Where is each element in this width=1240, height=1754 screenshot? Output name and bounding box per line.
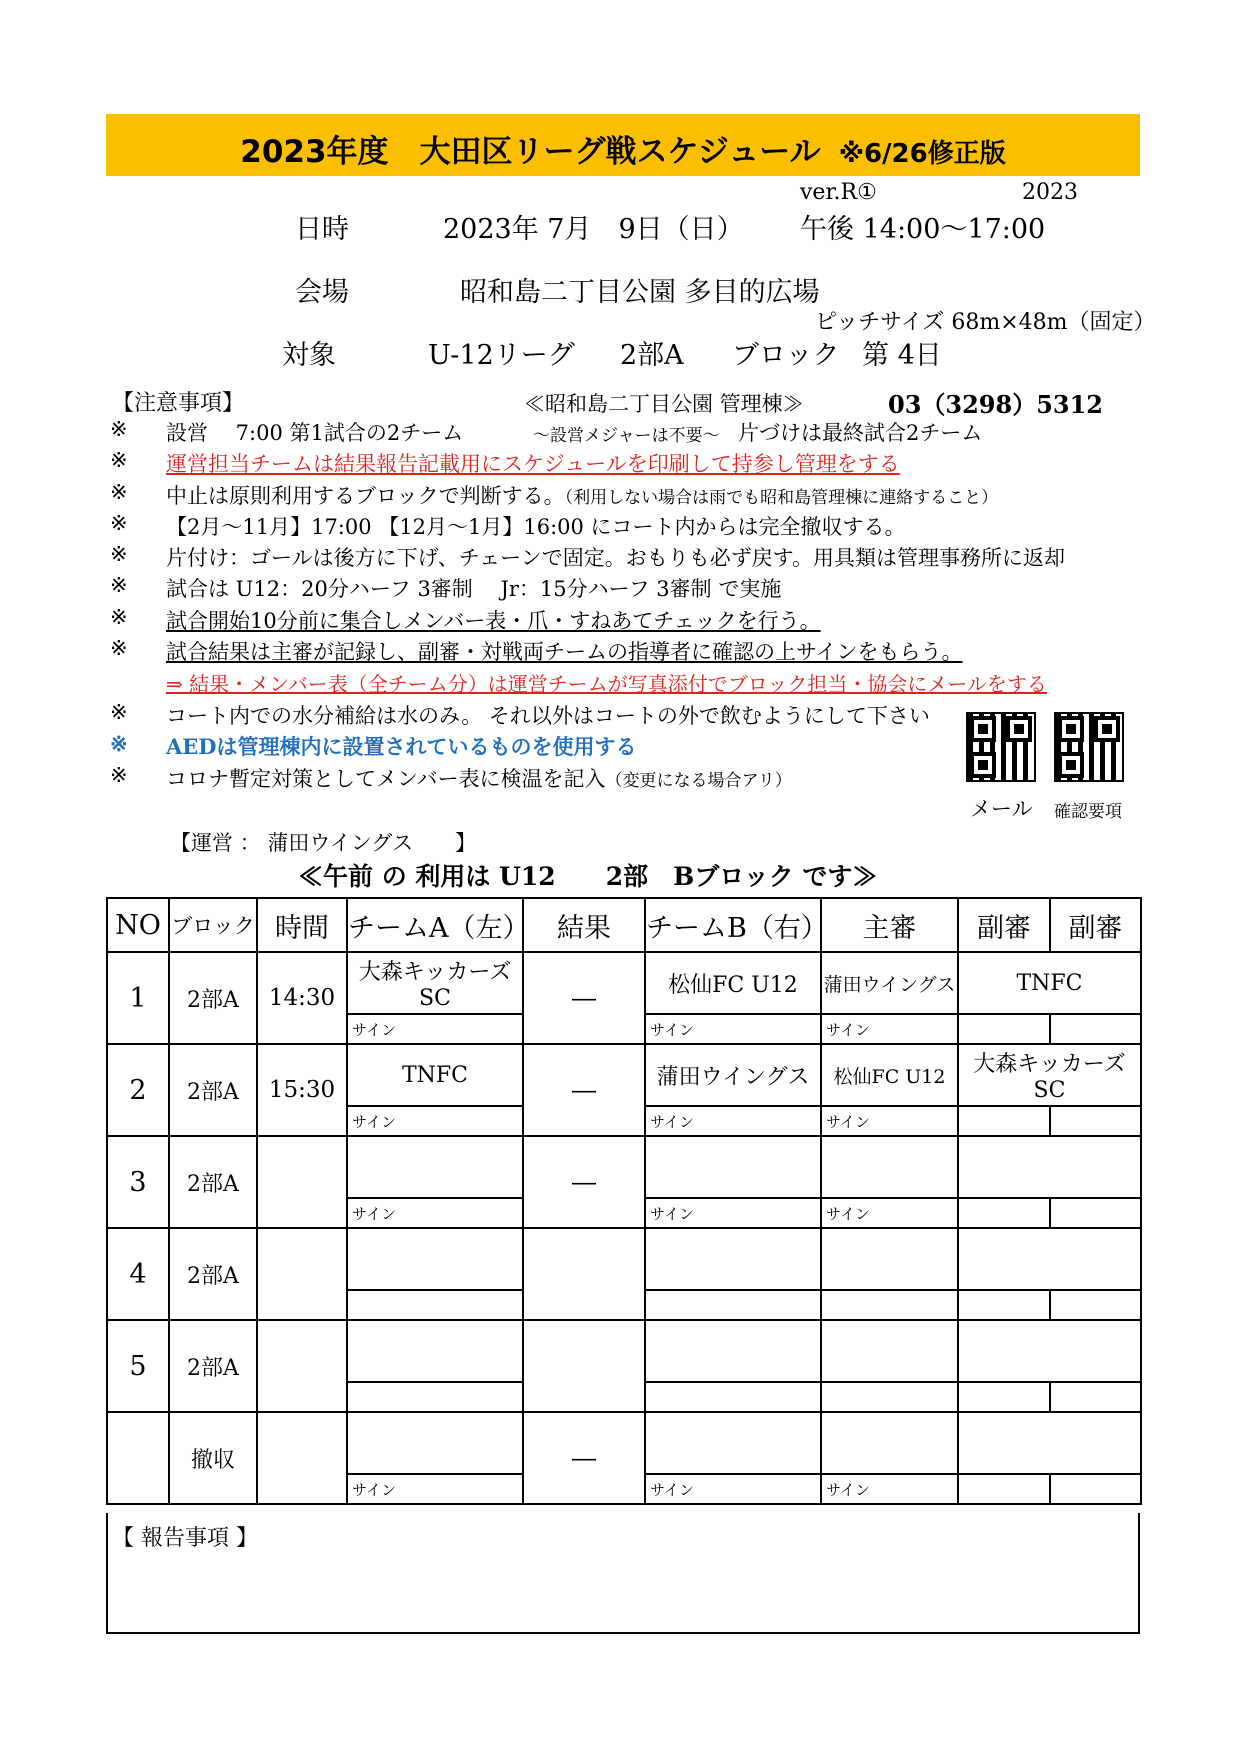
notice-setup-cleanup: 片づけは最終試合2チーム <box>738 421 983 445</box>
referee-sign-cell[interactable]: サイン <box>821 1474 958 1504</box>
match-block: 2部A <box>169 1044 257 1136</box>
col-header-assistant: 副審 <box>1050 898 1141 952</box>
schedule-table <box>106 897 1142 1505</box>
notice-cancel <box>166 480 998 510</box>
assistant1-sign-cell[interactable] <box>958 1290 1050 1320</box>
target-block: ブロック <box>732 340 840 371</box>
team-b-sign-cell[interactable] <box>645 1382 821 1412</box>
notice-cancel-main: 中止は原則利用するブロックで判断する。 <box>166 484 565 508</box>
confirm-qr-label: 確認要項 <box>1054 802 1122 822</box>
notice-aed: AEDは管理棟内に設置されているものを使用する <box>166 734 637 759</box>
notice-mark: ※ <box>110 417 128 441</box>
result-cell[interactable] <box>523 1228 645 1320</box>
result-cell[interactable]: ― <box>523 1136 645 1228</box>
match-number: 3 <box>107 1136 169 1228</box>
referee-cell[interactable] <box>821 1320 958 1382</box>
notice-print: 運営担当チームは結果報告記載用にスケジュールを印刷して持参し管理をする <box>166 452 900 476</box>
team-a-sign-cell[interactable] <box>347 1290 523 1320</box>
date-value: 2023年 7月 9日（日） <box>443 214 744 245</box>
match-time <box>257 1136 347 1228</box>
match-time: 15:30 <box>257 1044 347 1136</box>
version-year: 2023 <box>1022 180 1078 205</box>
table-header-row <box>107 898 1141 952</box>
team-a-cell[interactable] <box>347 1228 523 1290</box>
team-b-sign-cell[interactable]: サイン <box>645 1198 821 1228</box>
venue-value: 昭和島二丁目公園 多目的広場 <box>460 277 820 308</box>
table-row <box>107 952 1141 1014</box>
target-division: 2部A <box>620 340 684 371</box>
match-time: 14:30 <box>257 952 347 1044</box>
notice-cleanup: 片付け：ゴールは後方に下げ、チェーンで固定。おもりも必ず戻す。用具類は管理事務所に返却 <box>166 546 1066 570</box>
team-a-sign-cell[interactable]: サイン <box>347 1474 523 1504</box>
team-a-sign-cell[interactable]: サイン <box>347 1198 523 1228</box>
result-cell[interactable]: ― <box>523 952 645 1044</box>
col-header-assistant: 副審 <box>958 898 1050 952</box>
notice-assemble: 試合開始10分前に集合しメンバー表・爪・すねあてチェックを行う。 <box>166 609 821 633</box>
contact-place: ≪昭和島二丁目公園 管理棟≫ <box>524 392 804 416</box>
notice-mark: ※ <box>110 573 128 597</box>
team-a-sign-cell[interactable] <box>347 1382 523 1412</box>
assistant-referees-cell[interactable] <box>958 1228 1141 1290</box>
col-header-block: ブロック <box>169 898 257 952</box>
match-block: 2部A <box>169 1228 257 1320</box>
match-number: 5 <box>107 1320 169 1412</box>
match-number: 1 <box>107 952 169 1044</box>
assistant2-sign-cell[interactable] <box>1050 1198 1141 1228</box>
team-a-cell[interactable] <box>347 1412 523 1474</box>
referee-cell[interactable] <box>821 1136 958 1198</box>
col-header-team-a: チームA（左） <box>347 898 523 952</box>
assistant-referees-cell[interactable]: TNFC <box>958 952 1141 1014</box>
table-row <box>107 1044 1141 1106</box>
referee-cell[interactable] <box>821 1412 958 1474</box>
team-b-cell[interactable]: 蒲田ウイングス <box>645 1044 821 1106</box>
team-a-cell[interactable]: 大森キッカーズSC <box>347 952 523 1014</box>
team-b-cell[interactable] <box>645 1412 821 1474</box>
contact-phone: 03（3298）5312 <box>888 390 1103 419</box>
mail-qr-label: メール <box>970 797 1033 821</box>
team-b-cell[interactable]: 松仙FC U12 <box>645 952 821 1014</box>
notice-mark: ※ <box>110 448 128 472</box>
assistant2-sign-cell[interactable] <box>1050 1290 1141 1320</box>
team-b-cell[interactable] <box>645 1136 821 1198</box>
title-main: 2023年度 大田区リーグ戦スケジュール <box>240 134 821 170</box>
team-b-sign-cell[interactable]: サイン <box>645 1474 821 1504</box>
assistant-referees-cell[interactable]: 大森キッカーズSC <box>958 1044 1141 1106</box>
assistant1-sign-cell[interactable] <box>958 1014 1050 1044</box>
date-label: 日時 <box>295 214 349 245</box>
team-b-sign-cell[interactable] <box>645 1290 821 1320</box>
assistant2-sign-cell[interactable] <box>1050 1474 1141 1504</box>
team-b-sign-cell[interactable]: サイン <box>645 1106 821 1136</box>
pitch-size: ピッチサイズ 68m×48m（固定） <box>815 310 1156 335</box>
report-section[interactable] <box>106 1513 1140 1634</box>
result-cell[interactable]: ― <box>523 1044 645 1136</box>
time-value: 午後 14:00～17:00 <box>800 214 1046 245</box>
match-time <box>257 1320 347 1412</box>
assistant1-sign-cell[interactable] <box>958 1106 1050 1136</box>
match-number: 2 <box>107 1044 169 1136</box>
notice-mark: ※ <box>110 605 128 629</box>
notices-header: 【注意事項】 <box>112 391 245 416</box>
match-number <box>107 1412 169 1504</box>
notice-cancel-sub: （利用しない場合は雨でも昭和島管理棟に連絡すること） <box>564 488 999 508</box>
col-header-time: 時間 <box>257 898 347 952</box>
target-day: 第 4日 <box>862 340 942 371</box>
col-header-referee: 主審 <box>821 898 958 952</box>
team-a-sign-cell[interactable]: サイン <box>347 1106 523 1136</box>
assistant2-sign-cell[interactable] <box>1050 1014 1141 1044</box>
assistant-referees-cell[interactable] <box>958 1136 1141 1198</box>
target-label: 対象 <box>282 340 336 371</box>
notice-corona <box>166 763 792 793</box>
target-league: U-12リーグ <box>428 340 575 371</box>
team-b-cell[interactable] <box>645 1228 821 1290</box>
notice-withdraw: 【2月～11月】17:00 【12月～1月】16:00 にコート内からは完全撤収する。 <box>166 515 906 539</box>
match-block: 2部A <box>169 1320 257 1412</box>
team-a-sign-cell[interactable]: サイン <box>347 1014 523 1044</box>
match-block: 撤収 <box>169 1412 257 1504</box>
venue-label: 会場 <box>295 277 349 308</box>
referee-sign-cell[interactable]: サイン <box>821 1106 958 1136</box>
referee-sign-cell[interactable]: サイン <box>821 1014 958 1044</box>
team-b-cell[interactable] <box>645 1320 821 1382</box>
team-b-sign-cell[interactable]: サイン <box>645 1014 821 1044</box>
notice-water: コート内での水分補給は水のみ。 それ以外はコートの外で飲むようにして下さい <box>166 704 930 728</box>
referee-sign-cell[interactable]: サイン <box>821 1198 958 1228</box>
notice-corona-main: コロナ暫定対策としてメンバー表に検温を記入 <box>166 767 606 791</box>
notice-mark: ※ <box>110 700 128 724</box>
referee-cell[interactable] <box>821 1228 958 1290</box>
confirm-qr-code-icon[interactable] <box>1054 712 1124 782</box>
report-label: 【 報告事項 】 <box>112 1526 258 1551</box>
assistant1-sign-cell[interactable] <box>958 1198 1050 1228</box>
notice-results: 試合結果は主審が記録し、副審・対戦両チームの指導者に確認の上サインをもらう。 <box>166 640 963 664</box>
notice-mark: ※ <box>110 542 128 566</box>
version-label: ver.R① <box>800 180 877 205</box>
notice-email: ⇒ 結果・メンバー表（全チーム分）は運営チームが写真添付でブロック担当・協会にメールをする <box>166 672 1047 696</box>
match-block: 2部A <box>169 1136 257 1228</box>
team-a-cell[interactable] <box>347 1320 523 1382</box>
notice-mark: ※ <box>110 511 128 535</box>
notice-mark: ※ <box>110 480 128 504</box>
notice-match-format: 試合は U12：20分ハーフ 3審制 Jr：15分ハーフ 3審制 で実施 <box>166 577 782 601</box>
assistant1-sign-cell[interactable] <box>958 1382 1050 1412</box>
referee-sign-cell[interactable] <box>821 1382 958 1412</box>
table-row <box>107 1228 1141 1290</box>
match-number: 4 <box>107 1228 169 1320</box>
organizer: 【運営 ： 蒲田ウイングス 】 <box>170 831 477 855</box>
title-banner <box>106 114 1140 176</box>
team-a-cell[interactable] <box>347 1136 523 1198</box>
title-revision: ※6/26修正版 <box>838 139 1006 169</box>
notice-mark: ※ <box>110 763 128 787</box>
match-time <box>257 1228 347 1320</box>
assistant-referees-cell[interactable] <box>958 1412 1141 1474</box>
assistant2-sign-cell[interactable] <box>1050 1106 1141 1136</box>
assistant2-sign-cell[interactable] <box>1050 1382 1141 1412</box>
result-cell[interactable]: ― <box>523 1412 645 1504</box>
referee-sign-cell[interactable] <box>821 1290 958 1320</box>
notice-corona-sub: （変更になる場合アリ） <box>605 771 792 791</box>
assistant1-sign-cell[interactable] <box>958 1474 1050 1504</box>
table-row <box>107 1412 1141 1474</box>
col-header-team-b: チームB（右） <box>645 898 821 952</box>
team-a-cell[interactable]: TNFC <box>347 1044 523 1106</box>
referee-cell[interactable]: 松仙FC U12 <box>821 1044 958 1106</box>
match-time <box>257 1412 347 1504</box>
result-cell[interactable] <box>523 1320 645 1412</box>
table-row <box>107 1320 1141 1382</box>
notice-mark: ※ <box>110 636 128 660</box>
notice-setup: 設営 7:00 第1試合の2チーム <box>166 421 464 445</box>
assistant-referees-cell[interactable] <box>958 1320 1141 1382</box>
document-title <box>106 126 1140 171</box>
match-block: 2部A <box>169 952 257 1044</box>
referee-cell[interactable]: 蒲田ウイングス <box>821 952 958 1014</box>
col-header-no: NO <box>107 898 169 952</box>
table-row <box>107 1136 1141 1198</box>
mail-qr-code-icon[interactable] <box>966 712 1036 782</box>
notice-setup-sub: ～設営メジャーは不要～ <box>533 426 720 446</box>
morning-usage-note: ≪午前 の 利用は U12 2部 Bブロック です≫ <box>298 862 878 891</box>
notice-mark: ※ <box>110 731 128 756</box>
col-header-result: 結果 <box>523 898 645 952</box>
